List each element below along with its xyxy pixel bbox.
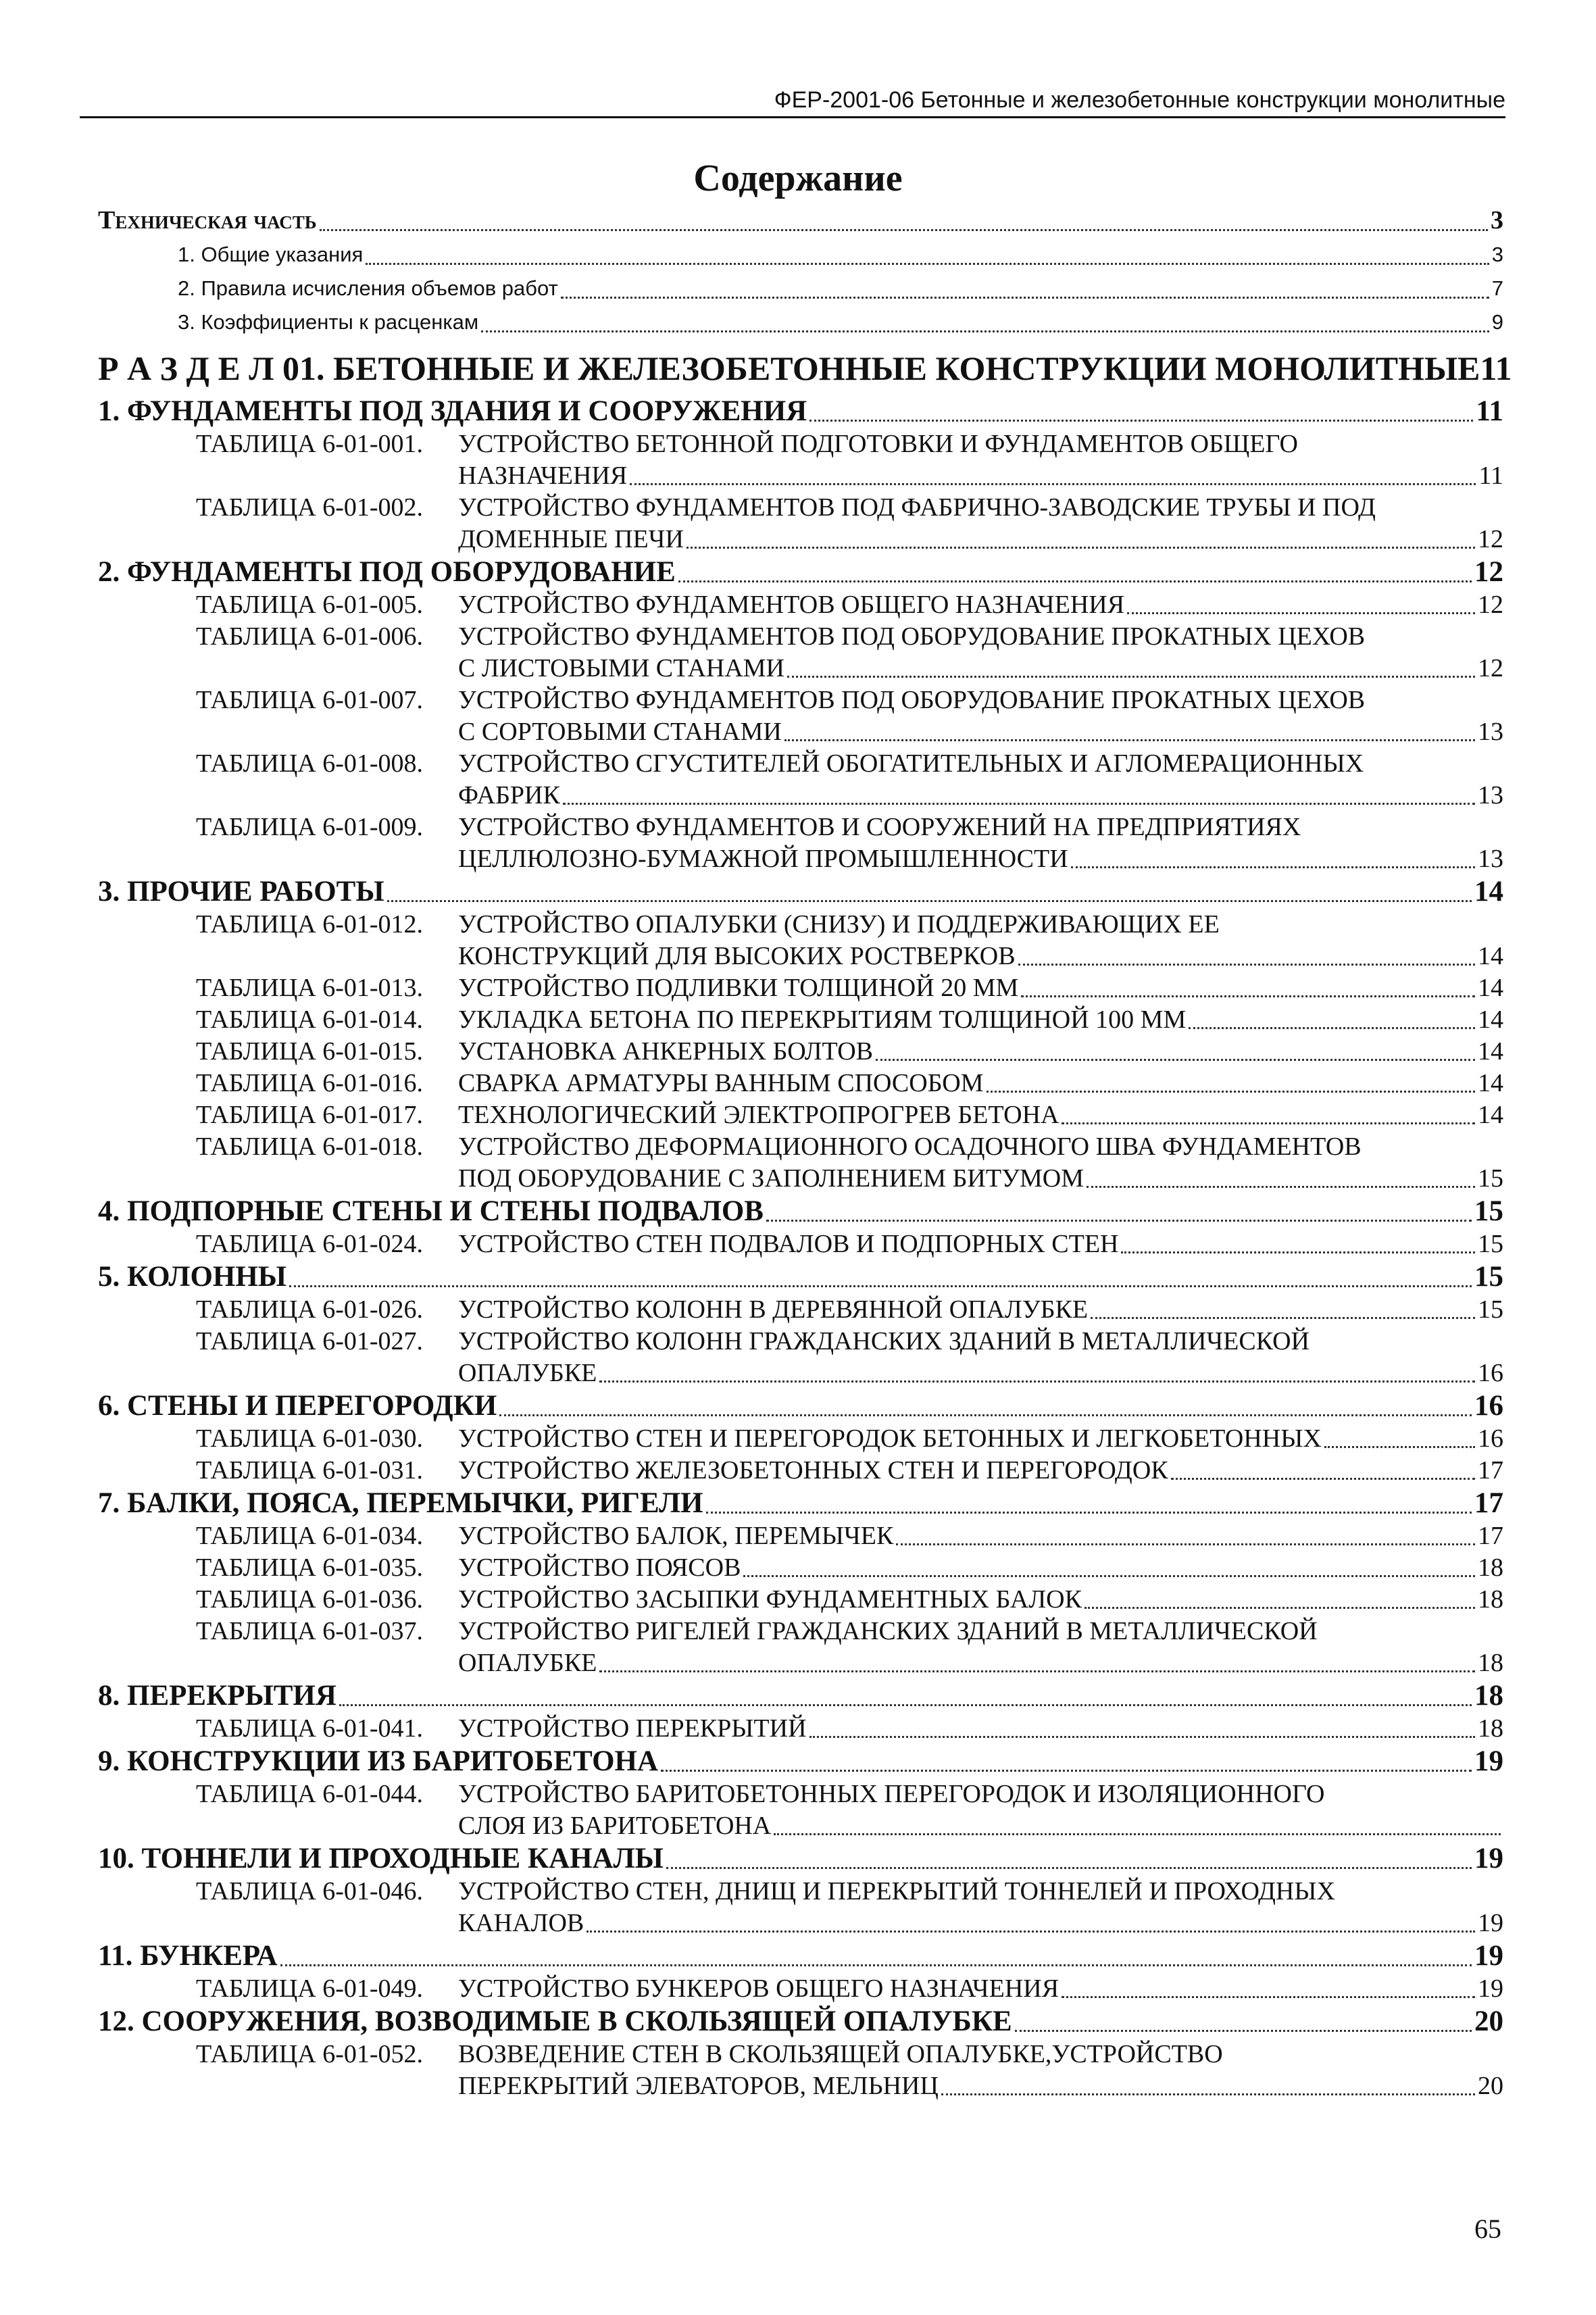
toc-table-title-line: УСТРОЙСТВО ЗАСЫПКИ ФУНДАМЕНТНЫХ БАЛОК (458, 1585, 1082, 1614)
toc-section-title: 9. КОНСТРУКЦИИ ИЗ БАРИТОБЕТОНА (98, 1745, 659, 1777)
dot-leader (1171, 1478, 1475, 1480)
toc-table-code: ТАБЛИЦА 6-01-031. (196, 1456, 424, 1485)
toc-table-title-row (458, 1908, 1503, 1939)
toc-page-number: 20 (1474, 2006, 1503, 2037)
toc-subitem[interactable] (98, 272, 1503, 305)
toc-page-number: 15 (1474, 1261, 1503, 1293)
toc-table-entry[interactable] (98, 1228, 1503, 1260)
toc-table-entry[interactable] (98, 1423, 1503, 1455)
toc-table-body (458, 589, 1503, 621)
toc-table-title-line: УСТРОЙСТВО БУНКЕРОВ ОБЩЕГО НАЗНАЧЕНИЯ (458, 1974, 1059, 2003)
toc-page-number: 16 (1478, 1424, 1503, 1453)
toc-table-code: ТАБЛИЦА 6-01-027. (196, 1327, 424, 1355)
toc-table-code: ТАБЛИЦА 6-01-016. (196, 1069, 424, 1097)
toc-table-code: ТАБЛИЦА 6-01-034. (196, 1522, 424, 1550)
toc-table-entry[interactable] (98, 621, 1503, 684)
toc-table-title-row (458, 2070, 1503, 2102)
toc-table-body (458, 1713, 1503, 1745)
toc-table-code: ТАБЛИЦА 6-01-030. (196, 1424, 424, 1453)
dot-leader (1121, 1251, 1475, 1253)
toc-table-entry[interactable] (98, 1973, 1503, 2005)
toc-section-heading[interactable] (98, 1195, 1503, 1228)
toc-table-entry[interactable] (98, 1616, 1503, 1679)
toc-section-title: 8. ПЕРЕКРЫТИЯ (98, 1680, 336, 1712)
toc-table-title-row (458, 1163, 1503, 1195)
toc-table-title-line: УСТРОЙСТВО ПОЯСОВ (458, 1553, 741, 1582)
toc-table-title-line: УСТРОЙСТВО ФУНДАМЕНТОВ И СООРУЖЕНИЙ НА ПРЕДПРИЯТИЯХ (458, 813, 1301, 841)
toc-table-code: ТАБЛИЦА 6-01-005. (196, 591, 424, 619)
toc-table-title-line: КОНСТРУКЦИЙ ДЛЯ ВЫСОКИХ РОСТВЕРКОВ (458, 942, 1016, 970)
dot-leader (1189, 1027, 1475, 1029)
toc-page-number: 19 (1478, 1909, 1503, 1937)
toc-table-title-row (458, 1004, 1503, 1036)
toc-table-title-line: УСТРОЙСТВО СТЕН, ДНИЩ И ПЕРЕКРЫТИЙ ТОННЕЛЕЙ И ПРОХОДНЫХ (458, 1877, 1335, 1906)
dot-leader (787, 676, 1475, 678)
toc-page-number: 7 (1491, 276, 1503, 300)
toc-table-title-line: СВАРКА АРМАТУРЫ ВАННЫМ СПОСОБОМ (458, 1069, 984, 1097)
toc-table-title-line: С СОРТОВЫМИ СТАНАМИ (458, 718, 782, 746)
toc-page-number: 14 (1478, 1069, 1503, 1097)
toc-table-title-line: КАНАЛОВ (458, 1909, 584, 1937)
toc-table-title-line: С ЛИСТОВЫМИ СТАНАМИ (458, 654, 784, 682)
toc-table-code: ТАБЛИЦА 6-01-052. (196, 2040, 424, 2068)
toc-page-number: 11 (1480, 349, 1512, 387)
toc-table-code: ТАБЛИЦА 6-01-007. (196, 686, 424, 714)
toc-page-number: 19 (1474, 1843, 1503, 1874)
toc-table-entry[interactable] (98, 972, 1503, 1004)
toc-table-title-row (458, 1358, 1503, 1389)
toc-table-title-line: НАЗНАЧЕНИЯ (458, 462, 628, 490)
dot-leader (289, 1285, 1472, 1287)
toc-table-title-row (458, 1713, 1503, 1745)
toc-table-body (458, 1099, 1503, 1131)
toc-table-title-line: ТЕХНОЛОГИЧЕСКИЙ ЭЛЕКТРОПРОГРЕВ БЕТОНА (458, 1101, 1059, 1129)
toc-table-title-row (458, 1294, 1503, 1326)
dot-leader (1071, 866, 1475, 868)
toc-table-entry[interactable] (98, 1294, 1503, 1326)
toc-page-number: 18 (1474, 1680, 1503, 1712)
dot-leader (563, 803, 1475, 805)
toc-table-title-line: ЦЕЛЛЮЛОЗНО-БУМАЖНОЙ ПРОМЫШЛЕННОСТИ (458, 845, 1068, 873)
toc-table-entry[interactable] (98, 1326, 1503, 1389)
toc-table-body (458, 428, 1503, 492)
toc-table-title-line: УСТРОЙСТВО ФУНДАМЕНТОВ ПОД ОБОРУДОВАНИЕ ПРОКАТНЫХ ЦЕХОВ (458, 686, 1366, 714)
toc-page-number: 14 (1474, 876, 1503, 907)
toc-page-number: 3 (1491, 206, 1503, 234)
toc-table-code: ТАБЛИЦА 6-01-012. (196, 910, 424, 939)
toc-table-entry[interactable] (98, 1131, 1503, 1195)
dot-leader (630, 483, 1476, 485)
toc-page-number: 18 (1478, 1649, 1503, 1677)
running-header: ФЕР-2001-06 Бетонные и железобетонные конструкции монолитные (80, 86, 1505, 118)
toc-table-title-row (458, 1068, 1503, 1099)
toc-table-title-line: УСТРОЙСТВО СГУСТИТЕЛЕЙ ОБОГАТИТЕЛЬНЫХ И АГЛОМЕРАЦИОННЫХ (458, 749, 1364, 778)
toc-table-title-row (458, 1228, 1503, 1260)
table-of-contents (98, 203, 1512, 2102)
toc-page-number: 12 (1474, 556, 1503, 588)
toc-razdel-label: Р А З Д Е Л 01. БЕТОННЫЕ И ЖЕЛЕЗОБЕТОННЫЕ КОНСТРУКЦИИ МОНОЛИТНЫЕ (98, 349, 1480, 387)
dot-leader (280, 1964, 1472, 1966)
toc-table-entry[interactable] (98, 428, 1503, 492)
toc-table-code: ТАБЛИЦА 6-01-035. (196, 1553, 424, 1582)
toc-section-title: 1. ФУНДАМЕНТЫ ПОД ЗДАНИЯ И СООРУЖЕНИЯ (98, 395, 807, 427)
dot-leader (1127, 612, 1475, 614)
toc-section-title: 6. СТЕНЫ И ПЕРЕГОРОДКИ (98, 1390, 497, 1422)
toc-table-title-line: ПОД ОБОРУДОВАНИЕ С ЗАПОЛНЕНИЕМ БИТУМОМ (458, 1164, 1084, 1193)
toc-section-heading[interactable] (98, 1487, 1503, 1520)
toc-table-body (458, 1131, 1503, 1195)
toc-table-code: ТАБЛИЦА 6-01-026. (196, 1295, 424, 1324)
toc-table-title-row (458, 1099, 1503, 1131)
dot-leader (599, 1670, 1475, 1672)
dot-leader (766, 1220, 1472, 1222)
dot-leader (599, 1380, 1475, 1383)
toc-table-title-line: УСТРОЙСТВО СТЕН ПОДВАЛОВ И ПОДПОРНЫХ СТЕН (458, 1230, 1119, 1258)
toc-table-title-row (458, 972, 1503, 1004)
toc-table-title-line: УСТРОЙСТВО БЕТОННОЙ ПОДГОТОВКИ И ФУНДАМЕНТОВ ОБЩЕГО (458, 430, 1298, 458)
dot-leader (366, 263, 1489, 265)
toc-table-entry[interactable] (98, 1520, 1503, 1552)
toc-section-heading[interactable] (98, 1679, 1503, 1713)
toc-table-body (458, 812, 1503, 875)
dot-leader (339, 1704, 1472, 1706)
toc-table-body (458, 1616, 1503, 1679)
toc-table-code: ТАБЛИЦА 6-01-044. (196, 1780, 424, 1808)
dot-leader (1021, 995, 1475, 997)
toc-page-number: 12 (1478, 591, 1503, 619)
toc-table-code: ТАБЛИЦА 6-01-018. (196, 1132, 424, 1161)
toc-razdel-heading[interactable] (98, 342, 1512, 395)
toc-table-title-row (458, 1973, 1503, 2005)
toc-table-code: ТАБЛИЦА 6-01-014. (196, 1005, 424, 1034)
dot-leader (687, 547, 1475, 549)
page-title: Содержание (693, 157, 903, 199)
toc-table-entry[interactable] (98, 1036, 1503, 1068)
dot-leader (774, 1833, 1501, 1835)
toc-page-number: 14 (1478, 942, 1503, 970)
toc-table-title-row (458, 941, 1503, 972)
toc-table-entry[interactable] (98, 1004, 1503, 1036)
toc-table-title-line: УСТРОЙСТВО ФУНДАМЕНТОВ ПОД ОБОРУДОВАНИЕ ПРОКАТНЫХ ЦЕХОВ (458, 622, 1366, 651)
toc-page-number: 12 (1478, 654, 1503, 682)
toc-table-title-row (458, 653, 1503, 684)
toc-section-title: 5. КОЛОННЫ (98, 1261, 287, 1293)
toc-page-number: 17 (1474, 1487, 1503, 1519)
toc-table-entry[interactable] (98, 1876, 1503, 1939)
toc-table-body (458, 1520, 1503, 1552)
toc-table-body (458, 1876, 1503, 1939)
dot-leader (661, 1770, 1472, 1772)
toc-section-heading[interactable] (98, 1939, 1503, 1973)
toc-table-body (458, 1973, 1503, 2005)
toc-section-title: 2. ФУНДАМЕНТЫ ПОД ОБОРУДОВАНИЕ (98, 556, 676, 588)
toc-section-heading[interactable] (98, 1745, 1503, 1778)
toc-table-title-line: ОПАЛУБКЕ (458, 1359, 597, 1387)
toc-table-body (458, 748, 1503, 812)
toc-table-entry[interactable] (98, 1713, 1503, 1745)
toc-page-number: 15 (1474, 1195, 1503, 1227)
dot-leader (1087, 1186, 1475, 1188)
toc-table-title-line: ОПАЛУБКЕ (458, 1649, 597, 1677)
dot-leader (1062, 1122, 1475, 1124)
toc-subitem-label: 1. Общие указания (178, 243, 364, 266)
toc-table-body (458, 1004, 1503, 1036)
toc-table-title-row (458, 780, 1503, 812)
toc-table-title-line: ПЕРЕКРЫТИЙ ЭЛЕВАТОРОВ, МЕЛЬНИЦ (458, 2072, 939, 2100)
toc-section-heading[interactable] (98, 555, 1503, 589)
dot-leader (809, 1736, 1475, 1738)
toc-table-code: ТАБЛИЦА 6-01-041. (196, 1714, 424, 1743)
toc-sections (98, 395, 1503, 2102)
toc-table-entry[interactable] (98, 684, 1503, 748)
toc-table-title-line: УСТРОЙСТВО ПОДЛИВКИ ТОЛЩИНОЙ 20 ММ (458, 974, 1019, 1002)
toc-table-entry[interactable] (98, 748, 1503, 812)
dot-leader (387, 900, 1472, 902)
toc-section-heading[interactable] (98, 1842, 1503, 1876)
dot-leader (809, 420, 1473, 422)
dot-leader (941, 2093, 1475, 2095)
toc-table-body (458, 1294, 1503, 1326)
toc-table-entry[interactable] (98, 492, 1503, 555)
page-number: 65 (1474, 2214, 1501, 2244)
dot-leader (1062, 1996, 1475, 1998)
toc-table-body (458, 1552, 1503, 1584)
toc-table-code: ТАБЛИЦА 6-01-017. (196, 1101, 424, 1129)
toc-subitem-label: 2. Правила исчисления объемов работ (178, 276, 558, 300)
toc-table-body (458, 492, 1503, 555)
toc-table-title-line: УКЛАДКА БЕТОНА ПО ПЕРЕКРЫТИЯМ ТОЛЩИНОЙ 100 ММ (458, 1005, 1187, 1034)
toc-section-heading[interactable] (98, 1389, 1503, 1423)
dot-leader (896, 1543, 1475, 1545)
toc-table-entry[interactable] (98, 1455, 1503, 1487)
toc-page-number: 11 (1476, 395, 1503, 427)
toc-page-number: 13 (1478, 781, 1503, 810)
dot-leader (587, 1931, 1475, 1933)
toc-table-entry[interactable] (98, 812, 1503, 875)
toc-table-body (458, 1455, 1503, 1487)
dot-leader (706, 1512, 1472, 1514)
toc-table-entry[interactable] (98, 1584, 1503, 1616)
toc-table-body (458, 1326, 1503, 1389)
toc-table-code: ТАБЛИЦА 6-01-037. (196, 1617, 424, 1645)
toc-table-title-line: УСТРОЙСТВО ОПАЛУБКИ (СНИЗУ) И ПОДДЕРЖИВАЮЩИХ ЕЕ (458, 910, 1220, 939)
toc-table-entry[interactable] (98, 589, 1503, 621)
toc-table-title-line: УСТРОЙСТВО КОЛОНН В ДЕРЕВЯННОЙ ОПАЛУБКЕ (458, 1295, 1089, 1324)
toc-table-title-row (458, 460, 1503, 492)
toc-page-number: 18 (1478, 1585, 1503, 1614)
toc-table-entry[interactable] (98, 1778, 1503, 1842)
toc-table-body (458, 1778, 1503, 1842)
toc-page-number: 15 (1478, 1295, 1503, 1324)
toc-table-title-line: УСТРОЙСТВО КОЛОНН ГРАЖДАНСКИХ ЗДАНИЙ В МЕТАЛЛИЧЕСКОЙ (458, 1327, 1310, 1355)
toc-page-number: 13 (1478, 718, 1503, 746)
toc-table-entry[interactable] (98, 1099, 1503, 1131)
dot-leader (1084, 1607, 1475, 1609)
toc-page-number: 16 (1478, 1359, 1503, 1387)
toc-subitem[interactable] (98, 305, 1503, 339)
toc-page-number: 15 (1478, 1164, 1503, 1193)
toc-table-entry[interactable] (98, 2039, 1503, 2102)
toc-table-title-line: УСТРОЙСТВО ФУНДАМЕНТОВ ОБЩЕГО НАЗНАЧЕНИЯ (458, 591, 1125, 619)
toc-table-body (458, 909, 1503, 972)
toc-section-title: 10. ТОННЕЛИ И ПРОХОДНЫЕ КАНАЛЫ (98, 1843, 664, 1874)
toc-page-number: 16 (1474, 1390, 1503, 1422)
toc-subitem-label: 3. Коэффициенты к расценкам (178, 310, 479, 334)
toc-page-number: 19 (1478, 1974, 1503, 2003)
toc-table-body (458, 1423, 1503, 1455)
toc-table-title-row (458, 1810, 1503, 1842)
dot-leader (876, 1059, 1475, 1061)
toc-table-title-row (458, 843, 1503, 875)
toc-page-number: 14 (1478, 1037, 1503, 1066)
toc-table-code: ТАБЛИЦА 6-01-013. (196, 974, 424, 1002)
toc-table-code: ТАБЛИЦА 6-01-024. (196, 1230, 424, 1258)
toc-section-title: 12. СООРУЖЕНИЯ, ВОЗВОДИМЫЕ В СКОЛЬЗЯЩЕЙ ОПАЛУБКЕ (98, 2006, 1012, 2037)
toc-table-entry[interactable] (98, 1068, 1503, 1099)
dot-leader (499, 1414, 1472, 1416)
toc-page-number: 14 (1478, 1101, 1503, 1129)
toc-table-code: ТАБЛИЦА 6-01-006. (196, 622, 424, 651)
toc-technical-part[interactable] (98, 203, 1503, 238)
toc-table-title-line: УСТРОЙСТВО ДЕФОРМАЦИОННОГО ОСАДОЧНОГО ШВА ФУНДАМЕНТОВ (458, 1132, 1362, 1161)
toc-page-number: 19 (1474, 1745, 1503, 1777)
toc-table-title-row (458, 1552, 1503, 1584)
toc-section-title: 7. БАЛКИ, ПОЯСА, ПЕРЕМЫЧКИ, РИГЕЛИ (98, 1487, 703, 1519)
toc-section-heading[interactable] (98, 2005, 1503, 2039)
toc-table-title-line: УСТРОЙСТВО СТЕН И ПЕРЕГОРОДОК БЕТОННЫХ И ЛЕГКОБЕТОННЫХ (458, 1424, 1322, 1453)
toc-table-code: ТАБЛИЦА 6-01-036. (196, 1585, 424, 1614)
toc-table-title-line: УСТРОЙСТВО ПЕРЕКРЫТИЙ (458, 1714, 807, 1743)
toc-table-body (458, 2039, 1503, 2102)
toc-table-body (458, 684, 1503, 748)
toc-table-body (458, 621, 1503, 684)
toc-table-title-line: УСТРОЙСТВО БАЛОК, ПЕРЕМЫЧЕК (458, 1522, 894, 1550)
dot-leader (666, 1867, 1472, 1869)
toc-page-number: 9 (1491, 310, 1503, 334)
toc-table-code: ТАБЛИЦА 6-01-015. (196, 1037, 424, 1066)
toc-page-number: 15 (1478, 1230, 1503, 1258)
toc-table-title-line: УСТРОЙСТВО ФУНДАМЕНТОВ ПОД ФАБРИЧНО-ЗАВОДСКИЕ ТРУБЫ И ПОД (458, 493, 1376, 522)
toc-table-title-line: УСТРОЙСТВО РИГЕЛЕЙ ГРАЖДАНСКИХ ЗДАНИЙ В МЕТАЛЛИЧЕСКОЙ (458, 1617, 1318, 1645)
toc-section-heading[interactable] (98, 875, 1503, 909)
toc-page-number: 11 (1478, 462, 1503, 490)
toc-section-heading[interactable] (98, 1260, 1503, 1294)
toc-page-number: 17 (1478, 1456, 1503, 1485)
toc-table-title-row (458, 1584, 1503, 1616)
dot-leader (1091, 1317, 1475, 1319)
toc-table-title-row (458, 524, 1503, 555)
toc-table-body (458, 972, 1503, 1004)
dot-leader (784, 739, 1475, 741)
toc-page-number: 19 (1474, 1940, 1503, 1972)
toc-subitem[interactable] (98, 238, 1503, 272)
toc-table-code: ТАБЛИЦА 6-01-046. (196, 1877, 424, 1906)
toc-page-number: 12 (1478, 525, 1503, 553)
toc-section-title: 4. ПОДПОРНЫЕ СТЕНЫ И СТЕНЫ ПОДВАЛОВ (98, 1195, 764, 1227)
dot-leader (561, 297, 1489, 299)
dot-leader (481, 330, 1489, 332)
toc-page-number: 14 (1478, 1005, 1503, 1034)
toc-section-heading[interactable] (98, 395, 1503, 428)
toc-page-number: 20 (1478, 2072, 1503, 2100)
toc-table-title-line: ДОМЕННЫЕ ПЕЧИ (458, 525, 684, 553)
toc-table-title-line: УСТАНОВКА АНКЕРНЫХ БОЛТОВ (458, 1037, 874, 1066)
toc-table-title-row (458, 1036, 1503, 1068)
toc-table-title-row (458, 1647, 1503, 1679)
toc-table-title-line: УСТРОЙСТВО ЖЕЛЕЗОБЕТОННЫХ СТЕН И ПЕРЕГОРОДОК (458, 1456, 1168, 1485)
toc-table-body (458, 1228, 1503, 1260)
toc-page-number: 3 (1491, 243, 1503, 266)
toc-table-code: ТАБЛИЦА 6-01-001. (196, 430, 424, 458)
toc-table-title-row (458, 1423, 1503, 1455)
toc-table-entry[interactable] (98, 1552, 1503, 1584)
toc-page-number: 14 (1478, 974, 1503, 1002)
toc-table-title-row (458, 1455, 1503, 1487)
toc-table-title-row (458, 716, 1503, 748)
toc-table-body (458, 1068, 1503, 1099)
toc-table-title-row (458, 1520, 1503, 1552)
toc-section-title: 11. БУНКЕРА (98, 1940, 278, 1972)
dot-leader (743, 1575, 1475, 1577)
toc-table-title-line: СЛОЯ ИЗ БАРИТОБЕТОНА (458, 1812, 772, 1840)
toc-page-number: 17 (1478, 1522, 1503, 1550)
toc-page-number: 18 (1478, 1553, 1503, 1582)
toc-table-body (458, 1036, 1503, 1068)
dot-leader (1324, 1446, 1475, 1448)
toc-page-number: 18 (1478, 1714, 1503, 1743)
toc-section-title: 3. ПРОЧИЕ РАБОТЫ (98, 876, 384, 907)
toc-table-title-row (458, 589, 1503, 621)
dot-leader (1015, 2030, 1472, 2032)
dot-leader (987, 1091, 1476, 1093)
toc-table-entry[interactable] (98, 909, 1503, 972)
toc-table-title-line: ВОЗВЕДЕНИЕ СТЕН В СКОЛЬЗЯЩЕЙ ОПАЛУБКЕ,УСТРОЙСТВО (458, 2040, 1223, 2068)
dot-leader (320, 229, 1488, 231)
toc-table-title-line: ФАБРИК (458, 781, 560, 810)
toc-table-title-line: УСТРОЙСТВО БАРИТОБЕТОННЫХ ПЕРЕГОРОДОК И ИЗОЛЯЦИОННОГО (458, 1780, 1325, 1808)
toc-table-code: ТАБЛИЦА 6-01-049. (196, 1974, 424, 2003)
toc-table-code: ТАБЛИЦА 6-01-008. (196, 749, 424, 778)
toc-table-code: ТАБЛИЦА 6-01-009. (196, 813, 424, 841)
toc-table-code: ТАБЛИЦА 6-01-002. (196, 493, 424, 522)
dot-leader (678, 580, 1472, 582)
toc-page-number: 13 (1478, 845, 1503, 873)
toc-technical-label: Техническая часть (98, 206, 317, 234)
toc-table-body (458, 1584, 1503, 1616)
dot-leader (1018, 964, 1475, 966)
